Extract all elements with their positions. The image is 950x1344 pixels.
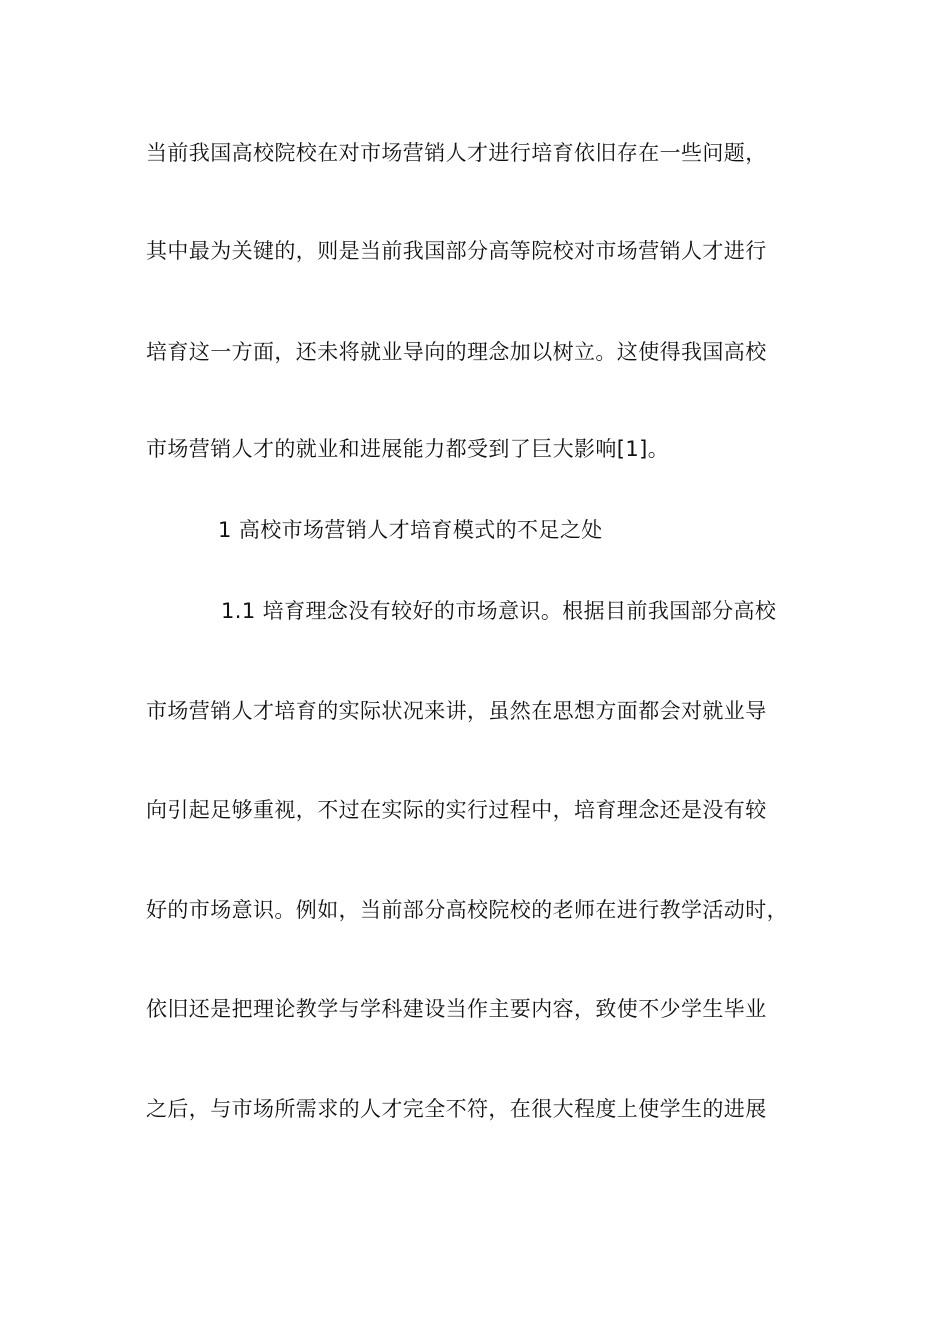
subsection-line-2: 市场营销人才培育的实际状况来讲，虽然在思想方面都会对就业导 [146,699,767,723]
paragraph-line-1: 当前我国高校院校在对市场营销人才进行培育依旧存在一些问题， [146,141,767,165]
paragraph-line-4: 市场营销人才的就业和进展能力都受到了巨大影响[1]。 [146,437,670,461]
section-heading: 1 高校市场营销人才培育模式的不足之处 [218,518,603,542]
subsection-line-6: 之后，与市场所需求的人才完全不符，在很大程度上使学生的进展 [146,1097,767,1121]
paragraph-line-2: 其中最为关键的，则是当前我国部分高等院校对市场营销人才进行 [146,239,767,263]
subsection-line-4: 好的市场意识。例如，当前部分高校院校的老师在进行教学活动时， [146,898,788,922]
subsection-line-1: 1.1 培育理念没有较好的市场意识。根据目前我国部分高校 [221,599,777,623]
subsection-line-5: 依旧还是把理论教学与学科建设当作主要内容，致使不少学生毕业 [146,997,767,1021]
paragraph-line-3: 培育这一方面，还未将就业导向的理念加以树立。这使得我国高校 [146,340,767,364]
subsection-line-3: 向引起足够重视，不过在实际的实行过程中，培育理念还是没有较 [146,798,767,822]
